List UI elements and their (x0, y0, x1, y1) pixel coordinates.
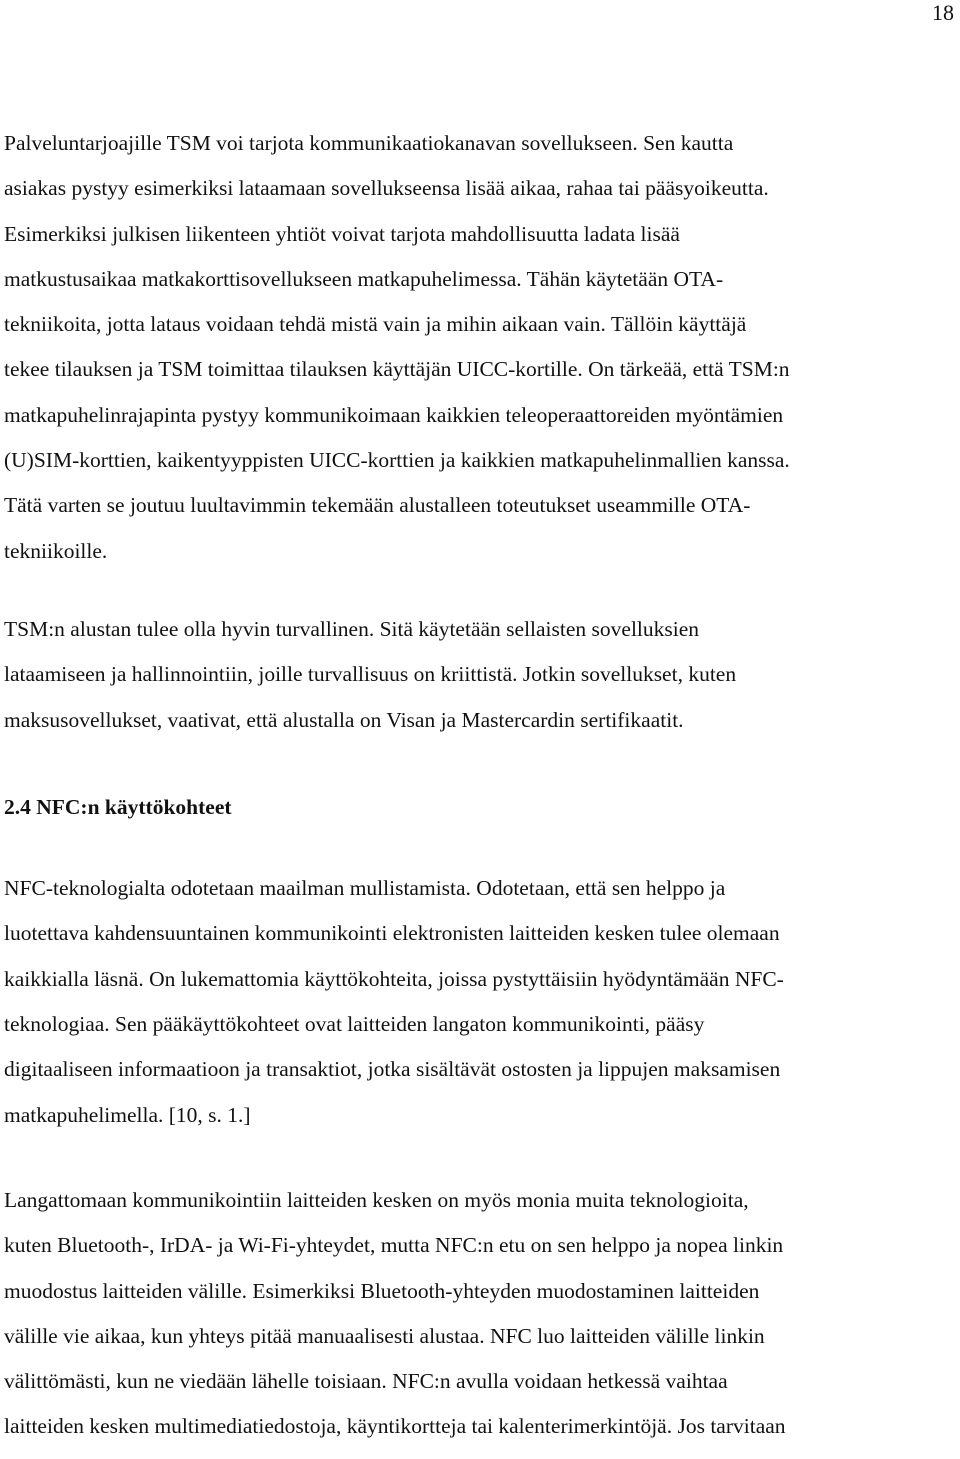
section-heading-container (4, 785, 952, 830)
text-line: teknologiaa. Sen pääkäyttökohteet ovat laitteiden langaton kommunikointi, pääsy (4, 1012, 705, 1037)
text-line: tekniikoita, jotta lataus voidaan tehdä mistä vain ja mihin aikaan vain. Tällöin käyttäjä (4, 312, 747, 337)
text-line: Esimerkiksi julkisen liikenteen yhtiöt voivat tarjota mahdollisuutta ladata lisää (4, 221, 680, 246)
text-line: kuten Bluetooth-, IrDA- ja Wi-Fi-yhteydet, mutta NFC:n etu on sen helppo ja nopea linkin (4, 1233, 784, 1258)
text-line: luotettava kahdensuuntainen kommunikointi elektronisten laitteiden kesken tulee olemaan (4, 921, 780, 946)
text-line: kaikkialla läsnä. On lukemattomia käyttökohteita, joissa pystyttäisiin hyödyntämään NFC- (4, 966, 784, 991)
paragraph-nfc-expectations (4, 866, 952, 1138)
section-heading: 2.4 NFC:n käyttökohteet (4, 794, 232, 819)
text-line: matkapuhelinrajapinta pystyy kommunikoimaan kaikkien teleoperaattoreiden myöntämien (4, 402, 784, 427)
page-number: 18 (932, 0, 954, 25)
text-line: asiakas pystyy esimerkiksi lataamaan sovellukseensa lisää aikaa, rahaa tai pääsyoikeutta. (4, 176, 769, 201)
text-line: digitaaliseen informaatioon ja transaktiot, jotka sisältävät ostosten ja lippujen maksamisen (4, 1057, 781, 1082)
text-line: Langattomaan kommunikointiin laitteiden kesken on myös monia muita teknologioita, (4, 1187, 749, 1212)
text-line: Palveluntarjoajille TSM voi tarjota kommunikaatiokanavan sovellukseen. Sen kautta (4, 131, 734, 155)
text-line: tekniikoille. (4, 538, 108, 563)
text-line: (U)SIM-korttien, kaikentyyppisten UICC-korttien ja kaikkien matkapuhelinmallien kanssa. (4, 448, 790, 473)
text-line: matkapuhelimella. [10, s. 1.] (4, 1102, 251, 1127)
text-line: Tätä varten se joutuu luultavimmin tekemään alustalleen toteutukset useammille OTA- (4, 493, 751, 518)
text-line: laitteiden kesken multimediatiedostoja, käyntikortteja tai kalenterimerkintöjä. Jos tarvitaan (4, 1414, 786, 1439)
text-line: tekee tilauksen ja TSM toimittaa tilauksen käyttäjän UICC-kortille. On tärkeää, että TSM:n (4, 357, 790, 382)
text-line: NFC-teknologialta odotetaan maailman mullistamista. Odotetaan, että sen helppo ja (4, 876, 726, 901)
text-line: TSM:n alustan tulee olla hyvin turvallinen. Sitä käytetään sellaisten sovelluksien (4, 616, 700, 641)
text-line: muodostus laitteiden välille. Esimerkiksi Bluetooth-yhteyden muodostaminen laitteiden (4, 1278, 760, 1303)
text-line: välille vie aikaa, kun yhteys pitää manuaalisesti alustaa. NFC luo laitteiden välille linkin (4, 1323, 765, 1348)
document-body (4, 121, 952, 1450)
text-line: matkustusaikaa matkakorttisovellukseen matkapuhelimessa. Tähän käytetään OTA- (4, 266, 724, 291)
paragraph-tsm-security (4, 607, 952, 743)
text-line: maksusovellukset, vaativat, että alustalla on Visan ja Mastercardin sertifikaatit. (4, 707, 684, 732)
paragraph-wireless-comparison (4, 1178, 952, 1450)
paragraph-tsm-services (4, 121, 952, 574)
text-line: välittömästi, kun ne viedään lähelle toisiaan. NFC:n avulla voidaan hetkessä vaihtaa (4, 1369, 728, 1394)
text-line: lataamiseen ja hallinnointiin, joille turvallisuus on kriittistä. Jotkin sovellukset, kuten (4, 662, 737, 687)
